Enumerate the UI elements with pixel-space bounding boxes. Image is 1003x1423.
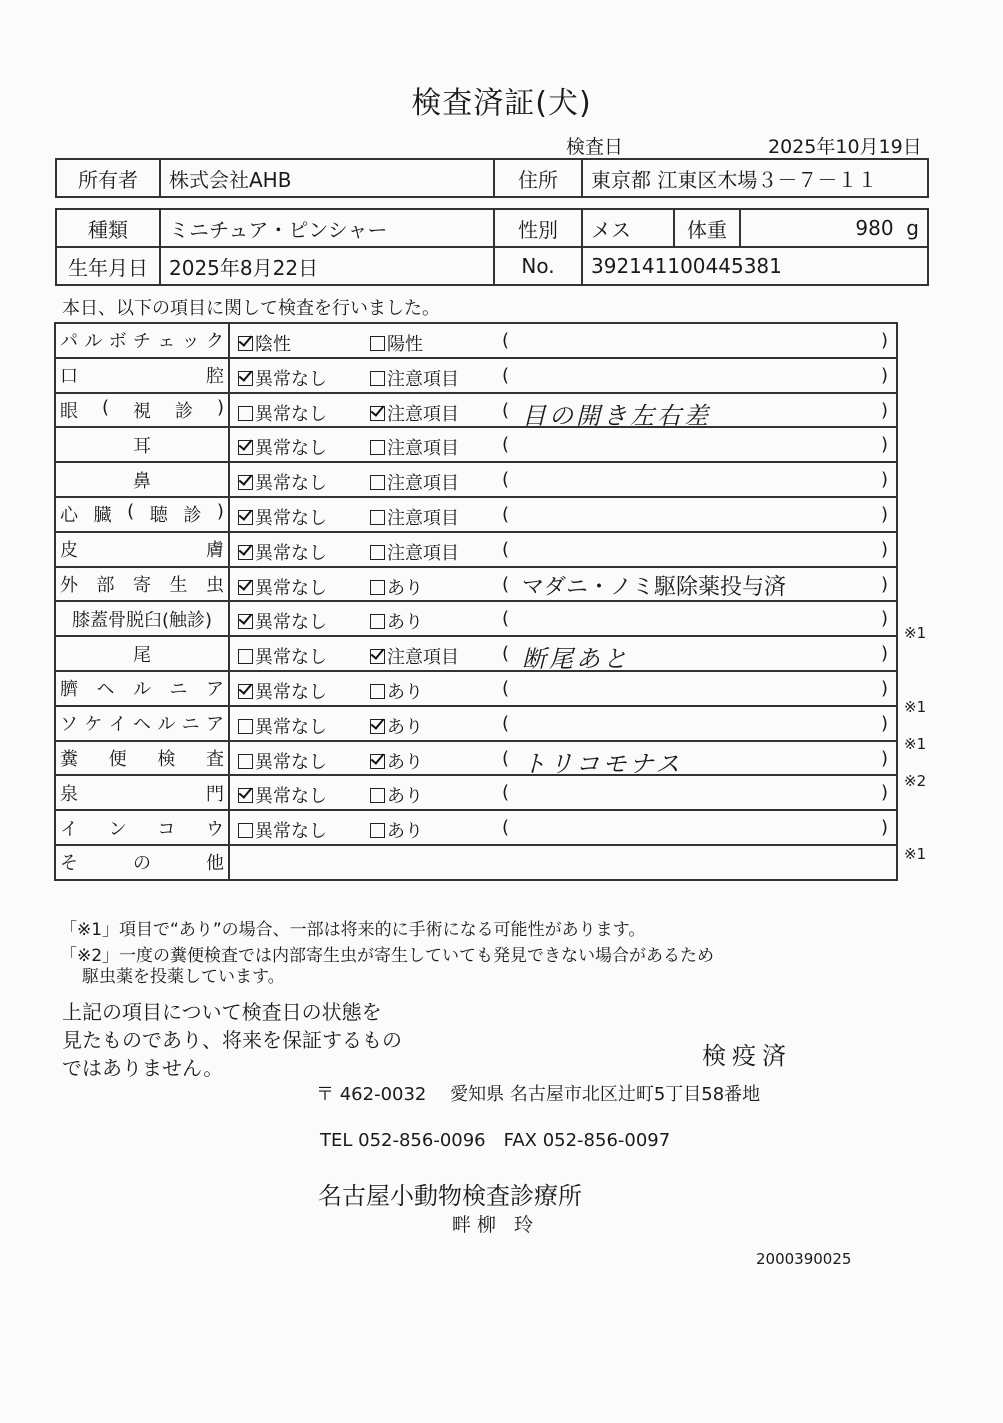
check-row-body (229, 845, 897, 880)
clinic-name: 名古屋小動物検査診療所 (318, 1182, 582, 1210)
option-normal[interactable] (238, 678, 327, 704)
item-char: 泉 (60, 783, 78, 805)
open-paren: ( (502, 747, 510, 769)
footnote-1: 「※1」項目で“あり”の場合、一部は将来的に手術になる可能性があります。 (60, 920, 646, 940)
check-item-label (55, 462, 229, 497)
check-row-body (229, 706, 897, 741)
option-attention[interactable] (370, 678, 423, 704)
check-item-label (55, 323, 229, 358)
item-char: 査 (205, 748, 224, 770)
open-paren: ( (502, 712, 510, 734)
check-item-label (55, 497, 229, 532)
check-item-label (55, 358, 229, 393)
weight-unit: g (906, 216, 919, 240)
item-char: 寄 (133, 574, 151, 596)
option-label: 異常なし (255, 751, 327, 773)
check-row-body (229, 497, 897, 532)
empty-checkbox-icon[interactable] (238, 406, 253, 421)
check-item-label (55, 706, 229, 741)
check-row (55, 427, 897, 462)
sex-label: 性別 (494, 209, 582, 247)
footnote-2-cont: 駆虫薬を投薬しています。 (82, 967, 285, 987)
item-char: ソ (60, 714, 78, 736)
option-attention[interactable] (370, 330, 423, 356)
item-char: 外 (60, 574, 78, 596)
check-row (55, 323, 897, 358)
empty-checkbox-icon[interactable] (238, 719, 253, 734)
item-char: 聴 (149, 505, 168, 527)
item-char: ア (206, 679, 224, 701)
item-char: ニ (181, 714, 200, 736)
empty-checkbox-icon[interactable] (370, 475, 385, 490)
check-row (55, 741, 897, 776)
disclaimer (62, 998, 402, 1082)
check-row (55, 567, 897, 602)
check-row (55, 636, 897, 671)
item-char: 門 (206, 783, 224, 805)
empty-checkbox-icon[interactable] (370, 684, 385, 699)
checked-checkbox-icon[interactable] (238, 614, 253, 629)
close-paren: ) (880, 782, 888, 804)
check-row (55, 358, 897, 393)
item-char: ( (101, 396, 110, 418)
check-row-body (229, 601, 897, 636)
check-row-body (229, 393, 897, 428)
check-row-body (229, 810, 897, 845)
option-attention[interactable] (370, 365, 459, 391)
checked-checkbox-icon[interactable] (238, 788, 253, 803)
item-char: 部 (96, 574, 115, 596)
weight-number: 980 (855, 216, 894, 240)
item-char: ク (205, 331, 224, 353)
check-row-body (229, 462, 897, 497)
check-row (55, 393, 897, 428)
close-paren: ) (880, 817, 888, 839)
option-attention[interactable] (370, 643, 459, 669)
item-char: ) (216, 396, 224, 418)
item-char: 虫 (206, 574, 224, 596)
empty-checkbox-icon[interactable] (370, 336, 385, 351)
close-paren: ) (880, 330, 888, 351)
item-char: ( (127, 501, 135, 523)
open-paren: ( (502, 503, 510, 525)
item-char: ヘ (132, 714, 151, 736)
option-normal[interactable] (238, 434, 327, 460)
intro-text: 本日、以下の項目に関して検査を行いました。 (62, 298, 440, 319)
option-label: 異常なし (255, 681, 327, 703)
footnote-mark: ※2 (904, 771, 927, 790)
check-row-body (229, 636, 897, 674)
close-paren: ) (880, 434, 888, 456)
option-attention[interactable] (370, 400, 459, 426)
check-item-label (55, 741, 229, 776)
option-label: 異常なし (255, 438, 327, 460)
owner-label: 所有者 (56, 159, 160, 197)
item-char: 診 (174, 400, 193, 422)
item-char: 耳 (133, 435, 151, 457)
empty-checkbox-icon[interactable] (370, 545, 385, 560)
open-paren: ( (502, 643, 510, 665)
vet-name: 畔柳 玲 (452, 1214, 540, 1236)
check-row (55, 845, 897, 880)
item-char: 尾 (133, 644, 151, 666)
open-paren: ( (502, 608, 510, 630)
item-char: 鼻 (133, 470, 151, 492)
check-row (55, 601, 897, 636)
option-label: あり (387, 577, 423, 599)
close-paren: ) (880, 608, 888, 630)
item-char: ッ (181, 331, 200, 353)
open-paren: ( (502, 817, 510, 839)
item-char: ウ (205, 818, 224, 840)
option-normal[interactable] (238, 504, 327, 530)
check-row (55, 810, 897, 845)
item-char: 糞 (60, 748, 78, 770)
option-label: 注意項目 (387, 403, 459, 425)
option-attention[interactable] (370, 748, 423, 774)
option-normal[interactable] (238, 608, 327, 634)
open-paren: ( (502, 573, 510, 595)
checked-checkbox-icon[interactable] (238, 545, 253, 560)
option-label: 異常なし (255, 473, 327, 495)
check-note: 断尾あと (522, 645, 630, 674)
check-row (55, 532, 897, 567)
option-label: 異常なし (255, 368, 327, 390)
checked-checkbox-icon[interactable] (238, 580, 253, 595)
open-paren: ( (502, 399, 510, 421)
open-paren: ( (502, 677, 510, 699)
close-paren: ) (880, 712, 888, 734)
item-char: 他 (206, 853, 224, 875)
checked-checkbox-icon[interactable] (370, 406, 385, 421)
option-attention[interactable] (370, 434, 459, 460)
item-char: コ (157, 818, 176, 840)
check-item-label (55, 636, 229, 671)
check-row (55, 775, 897, 810)
item-char: 生 (169, 574, 188, 596)
item-char: ケ (84, 714, 103, 736)
check-row-body (229, 671, 897, 706)
option-attention[interactable] (370, 608, 423, 634)
disclaimer-line: ではありません。 (62, 1056, 224, 1080)
option-label: 陰性 (255, 334, 291, 355)
option-normal[interactable] (238, 539, 327, 565)
checked-checkbox-icon[interactable] (238, 440, 253, 455)
item-char: 皮 (60, 540, 78, 562)
check-item-label (55, 775, 229, 810)
option-normal[interactable] (238, 782, 327, 808)
checklist-table (54, 322, 898, 881)
option-attention[interactable] (370, 539, 459, 565)
option-label: 異常なし (255, 716, 327, 738)
option-normal[interactable] (238, 748, 327, 774)
open-paren: ( (502, 364, 510, 386)
option-label: 陽性 (387, 334, 423, 355)
close-paren: ) (880, 469, 888, 491)
option-label: 異常なし (255, 542, 327, 564)
check-row-body (229, 567, 897, 602)
option-label: 注意項目 (387, 473, 459, 495)
check-item-label (55, 532, 229, 567)
close-paren: ) (880, 643, 888, 665)
checked-checkbox-icon[interactable] (370, 719, 385, 734)
close-paren: ) (880, 677, 888, 699)
item-char: 便 (108, 748, 127, 770)
option-label: あり (387, 612, 423, 634)
empty-checkbox-icon[interactable] (370, 510, 385, 525)
owner-table (55, 158, 929, 198)
option-label: 異常なし (255, 507, 327, 529)
close-paren: ) (880, 747, 888, 769)
birth-value: 2025年8月22日 (160, 247, 494, 285)
option-label: 異常なし (255, 821, 327, 843)
type-label: 種類 (56, 209, 160, 247)
checked-checkbox-icon[interactable] (238, 475, 253, 490)
option-label: 異常なし (255, 612, 327, 634)
checked-checkbox-icon[interactable] (370, 754, 385, 769)
empty-checkbox-icon[interactable] (238, 823, 253, 838)
option-normal[interactable] (238, 574, 327, 600)
item-char: 腔 (206, 366, 224, 388)
close-paren: ) (880, 503, 888, 525)
check-item-label (55, 567, 229, 602)
check-item-label (55, 845, 229, 880)
footnote-mark: ※1 (904, 698, 927, 716)
option-label: 注意項目 (387, 438, 459, 460)
close-paren: ) (880, 399, 888, 421)
sex-value: メス (582, 209, 674, 247)
address-value: 東京都 江東区木場３－７－１１ (582, 159, 928, 197)
item-char: 視 (133, 400, 151, 422)
checked-checkbox-icon[interactable] (238, 371, 253, 386)
item-char: ル (133, 679, 151, 701)
option-normal[interactable] (238, 469, 327, 495)
item-char: ル (157, 714, 176, 736)
option-normal[interactable] (238, 643, 327, 669)
check-item-label (55, 393, 229, 428)
item-char: そ (60, 853, 78, 875)
footnote-mark: ※1 (904, 845, 927, 864)
item-char: の (133, 853, 151, 875)
check-note: トリコモナス (522, 749, 683, 778)
serial-number: 2000390025 (756, 1250, 852, 1268)
item-char: ニ (169, 679, 188, 701)
item-char: 眼 (60, 400, 78, 422)
item-char: ル (84, 331, 103, 353)
empty-checkbox-icon[interactable] (370, 823, 385, 838)
clinic-address: 〒 462-0032 愛知県 名古屋市北区辻町5丁目58番地 (316, 1084, 761, 1105)
empty-checkbox-icon[interactable] (370, 788, 385, 803)
clinic-phone: TEL 052-856-0096 FAX 052-856-0097 (320, 1130, 671, 1151)
option-label: 注意項目 (387, 542, 459, 564)
option-attention[interactable] (370, 782, 423, 808)
pet-table (55, 208, 929, 286)
option-label: あり (387, 821, 423, 843)
page-title: 検査済証(犬) (411, 86, 592, 121)
item-char: 臓 (93, 505, 112, 527)
check-row-body (229, 532, 897, 567)
inspection-date-label: 検査日 (566, 136, 624, 158)
owner-value: 株式会社AHB (160, 159, 494, 197)
option-attention[interactable] (370, 469, 459, 495)
check-row-body (229, 358, 897, 393)
item-char: 検 (157, 748, 176, 770)
option-normal[interactable] (238, 365, 327, 391)
option-label: あり (387, 786, 423, 808)
option-normal[interactable] (238, 400, 327, 426)
option-attention[interactable] (370, 574, 423, 600)
item-char: イ (60, 818, 78, 840)
option-label: 異常なし (255, 647, 327, 669)
option-label: 異常なし (255, 403, 327, 425)
open-paren: ( (502, 538, 510, 560)
weight-value (740, 209, 928, 247)
close-paren: ) (880, 364, 888, 386)
check-row-body (229, 775, 897, 810)
checked-checkbox-icon[interactable] (370, 649, 385, 664)
item-char: 診 (183, 505, 202, 527)
option-attention[interactable] (370, 504, 459, 530)
empty-checkbox-icon[interactable] (238, 649, 253, 664)
open-paren: ( (502, 434, 510, 456)
open-paren: ( (502, 782, 510, 804)
empty-checkbox-icon[interactable] (370, 614, 385, 629)
item-char: チ (132, 331, 151, 353)
checked-checkbox-icon[interactable] (238, 510, 253, 525)
item-char: ア (205, 714, 224, 736)
option-label: あり (387, 751, 423, 773)
option-label: 注意項目 (387, 507, 459, 529)
option-label: 異常なし (255, 577, 327, 599)
no-value: 392141100445381 (582, 247, 928, 285)
quarantine-stamp: 検疫済 (702, 1042, 792, 1070)
no-label: No. (494, 247, 582, 285)
check-item-label (55, 671, 229, 706)
item-char: イ (108, 714, 127, 736)
footnote-mark: ※1 (904, 624, 927, 643)
item-char: ボ (108, 331, 127, 353)
check-row-body (229, 427, 897, 462)
item-char: 口 (60, 366, 78, 388)
check-note: マダニ・ノミ駆除薬投与済 (522, 574, 787, 600)
item-char: 臍 (60, 679, 78, 701)
empty-checkbox-icon[interactable] (238, 754, 253, 769)
disclaimer-line: 見たものであり、将来を保証するもの (62, 1028, 402, 1052)
open-paren: ( (502, 469, 510, 491)
option-normal[interactable] (238, 713, 327, 739)
check-row-body (229, 741, 897, 776)
check-note: 目の開き左右差 (522, 401, 711, 430)
option-normal[interactable] (238, 330, 291, 356)
option-normal[interactable] (238, 817, 327, 843)
item-char: パ (60, 331, 78, 353)
open-paren: ( (502, 330, 510, 351)
check-row (55, 706, 897, 741)
close-paren: ) (880, 573, 888, 595)
footnote-2: 「※2」一度の糞便検査では内部寄生虫が寄生していても発見できない場合があるため (60, 946, 715, 966)
option-label: 異常なし (255, 786, 327, 808)
option-label: あり (387, 716, 423, 738)
item-char: 膚 (206, 540, 224, 562)
checked-checkbox-icon[interactable] (238, 336, 253, 351)
empty-checkbox-icon[interactable] (370, 580, 385, 595)
item-char: ン (108, 818, 127, 840)
item-char: ェ (157, 331, 176, 353)
option-label: あり (387, 681, 423, 703)
close-paren: ) (880, 538, 888, 560)
check-item-label (55, 601, 229, 636)
address-label: 住所 (494, 159, 582, 197)
check-item-label (55, 427, 229, 462)
item-char: ) (216, 501, 224, 523)
empty-checkbox-icon[interactable] (370, 371, 385, 386)
option-label: 注意項目 (387, 647, 459, 669)
option-attention[interactable] (370, 817, 423, 843)
check-item-label (55, 810, 229, 845)
checked-checkbox-icon[interactable] (238, 684, 253, 699)
option-attention[interactable] (370, 713, 423, 739)
disclaimer-line: 上記の項目について検査日の状態を (62, 1000, 382, 1024)
item-char: 膝蓋骨脱臼(触診) (71, 609, 213, 631)
check-row (55, 671, 897, 706)
type-value: ミニチュア・ピンシャー (160, 209, 494, 247)
birth-label: 生年月日 (56, 247, 160, 285)
check-row-body (229, 323, 897, 358)
weight-label: 体重 (674, 209, 740, 247)
check-row (55, 462, 897, 497)
empty-checkbox-icon[interactable] (370, 440, 385, 455)
item-char: ヘ (96, 679, 115, 701)
inspection-date: 2025年10月19日 (768, 136, 922, 158)
option-label: 注意項目 (387, 368, 459, 390)
item-char: 心 (60, 505, 78, 527)
footnote-mark: ※1 (904, 734, 927, 753)
check-row (55, 497, 897, 532)
